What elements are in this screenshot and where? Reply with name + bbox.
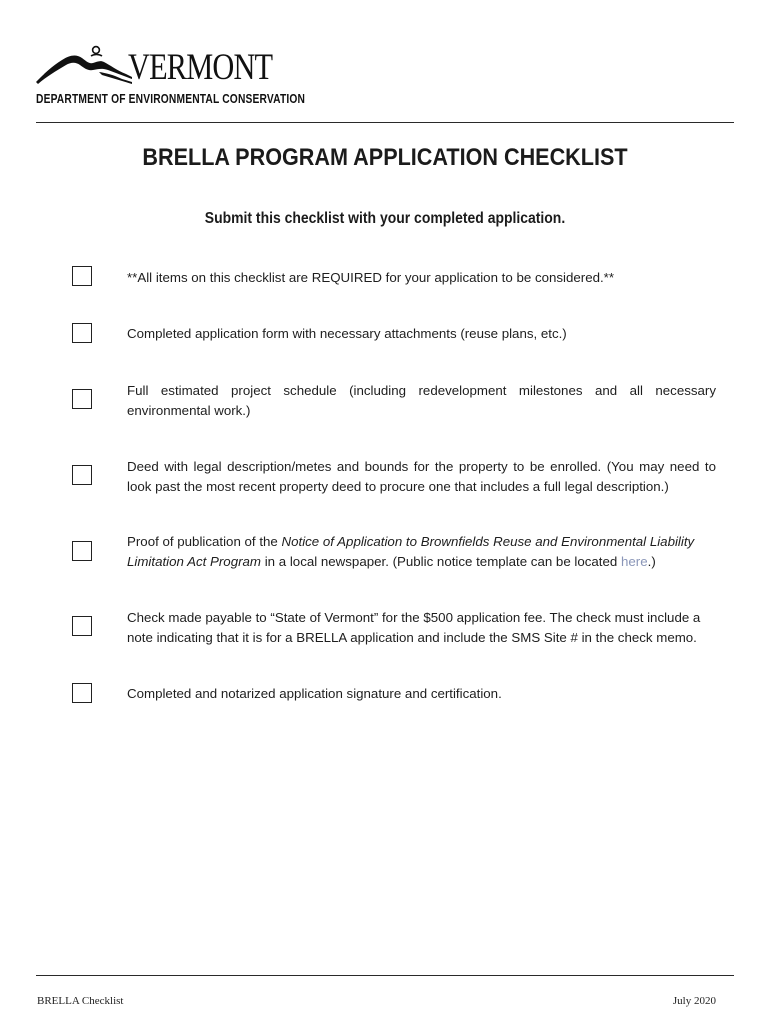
checkbox[interactable] bbox=[72, 266, 92, 286]
notice-title: Notice of Application to Brownfields Reuse and Environmental Liability Limitation Act Program bbox=[127, 534, 695, 569]
checkbox[interactable] bbox=[72, 323, 92, 343]
logo-department-name: DEPARTMENT OF ENVIRONMENTAL CONSERVATION bbox=[36, 92, 306, 106]
checkbox[interactable] bbox=[72, 616, 92, 636]
checklist-item-text: Completed and notarized application signature and certification. bbox=[127, 686, 502, 701]
checklist-item-text bbox=[127, 532, 716, 571]
page-subtitle: Submit this checklist with your completed application. bbox=[204, 210, 566, 227]
mountain-logo-icon bbox=[36, 44, 132, 86]
checklist-item-text: Check made payable to “State of Vermont” for the $500 application fee. The check must include a note indicating that it is for a BRELLA application and include the SMS Site # in the check memo. bbox=[127, 610, 701, 645]
footer-document-name: BRELLA Checklist bbox=[37, 995, 124, 1007]
page-title: BRELLA PROGRAM APPLICATION CHECKLIST bbox=[142, 144, 628, 171]
checklist-item-text: **All items on this checklist are REQUIRED for your application to be considered.** bbox=[127, 270, 615, 285]
header-divider bbox=[36, 122, 734, 123]
footer-date: July 2020 bbox=[672, 995, 716, 1007]
item-text-before: Proof of publication of the bbox=[127, 534, 282, 549]
checkbox[interactable] bbox=[72, 683, 92, 703]
checklist-item-text: Deed with legal description/metes and bounds for the property to be enrolled. (You may need to look past the most recent property deed to procure one that includes a full legal description.) bbox=[127, 459, 716, 494]
item-text-after: in a local newspaper. (Public notice template can be located bbox=[261, 553, 621, 569]
footer-divider bbox=[36, 975, 734, 976]
checkbox[interactable] bbox=[72, 541, 92, 561]
checkbox[interactable] bbox=[72, 389, 92, 409]
template-link[interactable]: here bbox=[621, 553, 648, 569]
checkbox[interactable] bbox=[72, 465, 92, 485]
logo-wordmark: VERMONT bbox=[128, 47, 273, 88]
vermont-dec-logo bbox=[36, 44, 306, 108]
checklist-item-text: Full estimated project schedule (including redevelopment milestones and all necessary environmental work.) bbox=[127, 383, 716, 418]
checklist-item-text: Completed application form with necessary attachments (reuse plans, etc.) bbox=[127, 326, 567, 341]
item-text-end: .) bbox=[647, 553, 656, 569]
